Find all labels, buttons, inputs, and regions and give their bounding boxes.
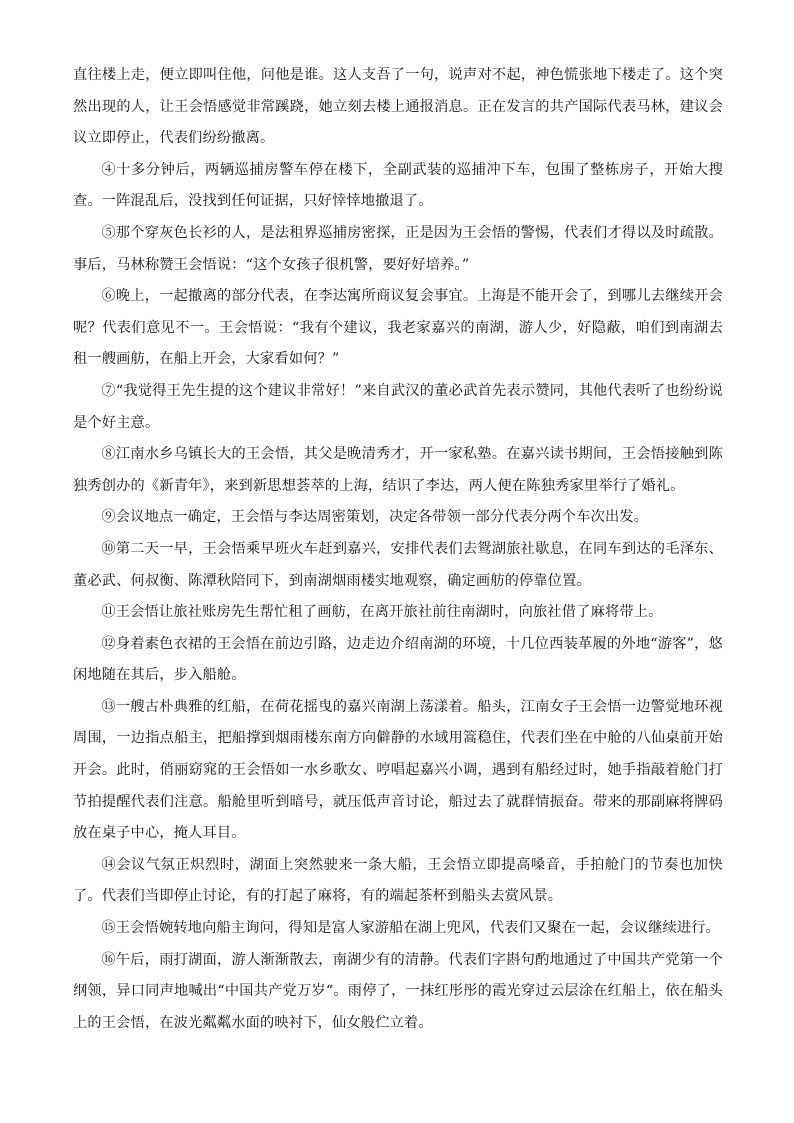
document-page bbox=[73, 60, 723, 1039]
paragraph-9: ⑨会议地点一确定，王会悟与李达周密策划，决定各带领一部分代表分两个车次出发。 bbox=[101, 509, 649, 526]
paragraph-7: ⑦“我觉得王先生提的这个建议非常好！”来自武汉的董必武首先表示赞同，其他代表听了也纷纷说是个好主意。 bbox=[73, 382, 723, 431]
paragraph-10: ⑩第二天一早，王会悟乘早班火车赶到嘉兴，安排代表们去鸳湖旅社歇息，在同车到达的毛泽东、董必武、何叔衡、陈潭秋陪同下，到南湖烟雨楼实地观察，确定画舫的停靠位置。 bbox=[73, 540, 723, 589]
paragraph-12: ⑫身着素色衣裙的王会悟在前边引路，边走边介绍南湖的环境，十几位西装革履的外地“游客”，悠闲地随在其后，步入船舱。 bbox=[73, 635, 723, 684]
paragraph-14: ⑭会议气氛正炽烈时，湖面上突然驶来一条大船，王会悟立即提高嗓音，手拍舱门的节奏也加快了。代表们当即停止讨论，有的打起了麻将，有的端起茶杯到船头去赏风景。 bbox=[73, 856, 723, 905]
paragraph-15: ⑮王会悟婉转地向船主询问，得知是富人家游船在湖上兜风，代表们又聚在一起，会议继续进行。 bbox=[101, 920, 721, 937]
paragraph-8: ⑧江南水乡乌镇长大的王会悟，其父是晚清秀才，开一家私塾。在嘉兴读书期间，王会悟接触到陈独秀创办的《新青年》，来到新思想荟萃的上海，结识了李达，两人便在陈独秀家里举行了婚礼。 bbox=[73, 446, 723, 494]
paragraph-13: ⑬一艘古朴典雅的红船，在荷花摇曳的嘉兴南湖上荡漾着。船头，江南女子王会悟一边警觉地环视周围，一边指点船主，把船撑到烟雨楼东南方向僻静的水域用篙稳住，代表们坐在中舱的八仙桌前开始开会。此时，俏丽窈窕的王会悟如一水乡歌女、哼唱起嘉兴小调，遇到有船经过时，她手指敲着舱门打节拍提醒代表们注意。船舱里听到暗号，就压低声音讨论，船过去了就群情振奋。带来的那副麻将牌码放在桌子中心，掩人耳目。 bbox=[73, 698, 723, 842]
paragraph-4: ④十多分钟后，两辆巡捕房警车停在楼下，全副武装的巡捕冲下车，包围了整栋房子，开始大搜查。一阵混乱后，没找到任何证据，只好悻悻地撤退了。 bbox=[73, 161, 723, 210]
paragraph-11: ⑪王会悟让旅社账房先生帮忙租了画舫，在离开旅社前往南湖时，向旅社借了麻将带上。 bbox=[101, 604, 663, 621]
paragraph-16: ⑯午后，雨打湖面，游人渐渐散去，南湖少有的清静。代表们字斟句酌地通过了中国共产党第一个纲领，异口同声地喊出“中国共产党万岁“。雨停了，一抹红彤彤的霞光穿过云层涂在红船上，依在船头上的王会悟，在波光粼粼水面的映衬下，仙女般伫立着。 bbox=[73, 951, 723, 1031]
paragraph-1: 直往楼上走，便立即叫住他，问他是谁。这人支吾了一句，说声对不起，神色慌张地下楼走了。这个突然出现的人，让王会悟感觉非常蹊跷，她立刻去楼上通报消息。正在发言的共产国际代表马林，建议会议立即停止，代表们纷纷撤离。 bbox=[73, 67, 723, 147]
paragraph-5: ⑤那个穿灰色长衫的人，是法租界巡捕房密探，正是因为王会悟的警惕，代表们才得以及时疏散。事后，马林称赞王会悟说：“这个女孩子很机警，要好好培养。” bbox=[73, 224, 723, 273]
paragraph-6: ⑥晚上，一起撤离的部分代表，在李达寓所商议复会事宜。上海是不能开会了，到哪儿去继续开会呢？代表们意见不一。王会悟说：“我有个建议，我老家嘉兴的南湖，游人少，好隐蔽，咱们到南湖去租一艘画舫，在船上开会，大家看如何？” bbox=[73, 288, 723, 368]
